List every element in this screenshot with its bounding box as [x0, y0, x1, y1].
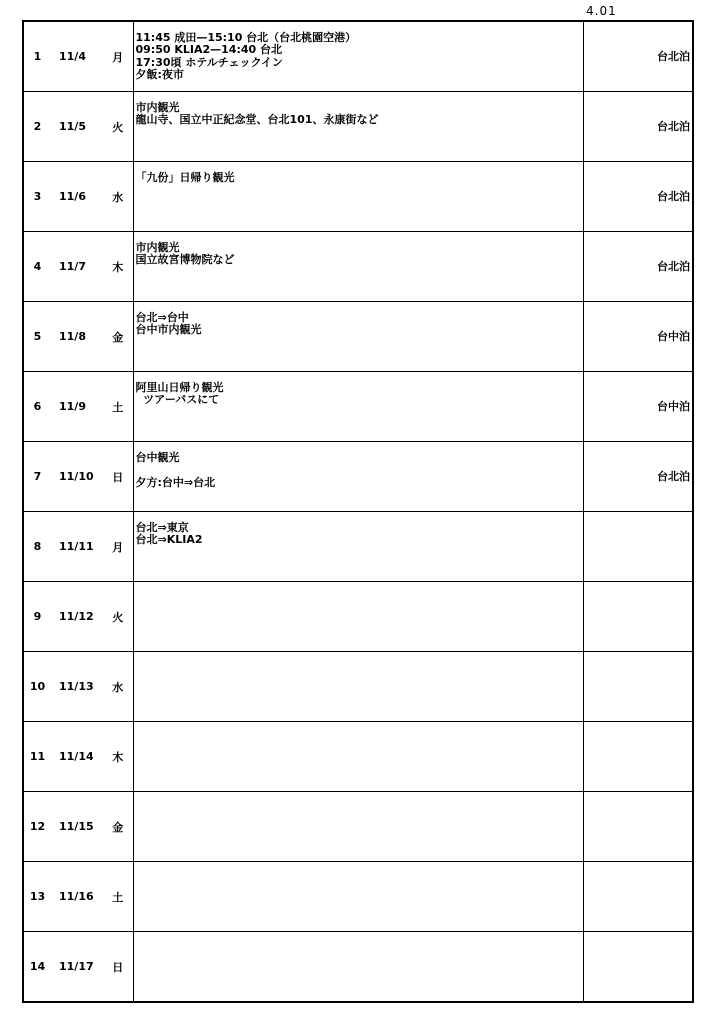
- table-row: [23, 302, 693, 372]
- day-date: 11/17: [51, 932, 103, 1003]
- activity-line: [136, 139, 581, 152]
- activity-line: [136, 674, 581, 687]
- activity-line: 11:45 成田—15:10 台北（台北桃園空港）: [135, 30, 357, 44]
- activity-line: [136, 884, 581, 897]
- itinerary-rows: [23, 21, 693, 1002]
- activity-line: 夕飯:夜市: [135, 68, 184, 81]
- activity-line: 市内観光: [135, 240, 180, 254]
- table-row: [23, 162, 693, 232]
- day-of-week: 金: [103, 792, 133, 862]
- activity-line: [136, 209, 581, 222]
- day-number: 6: [23, 372, 51, 442]
- activity-cell: [133, 302, 583, 372]
- stay-location: 台中泊: [583, 372, 693, 442]
- itinerary-table: [22, 20, 694, 1003]
- day-date: 11/15: [51, 792, 103, 862]
- activity-line: [136, 547, 581, 560]
- activity-line: [136, 757, 581, 770]
- day-date: 11/8: [51, 302, 103, 372]
- activity-line: [136, 559, 581, 572]
- activity-cell: [133, 932, 583, 1003]
- stay-location: [583, 512, 693, 582]
- day-number: 8: [23, 512, 51, 582]
- activity-line: 台中市内観光: [135, 323, 202, 336]
- activity-line: [136, 349, 581, 362]
- day-number: 11: [23, 722, 51, 792]
- day-number: 12: [23, 792, 51, 862]
- day-number: 3: [23, 162, 51, 232]
- day-of-week: 土: [103, 372, 133, 442]
- activity-line: [136, 337, 581, 350]
- activity-line: 台中観光: [135, 450, 180, 464]
- stay-location: 台北泊: [583, 442, 693, 512]
- activity-cell: [133, 92, 583, 162]
- activity-line: [136, 184, 581, 197]
- table-row: [23, 582, 693, 652]
- day-date: 11/14: [51, 722, 103, 792]
- stay-location: [583, 652, 693, 722]
- day-date: 11/10: [51, 442, 103, 512]
- day-of-week: 火: [103, 582, 133, 652]
- activity-cell: [133, 21, 583, 92]
- day-number: 10: [23, 652, 51, 722]
- activity-line: 台北⇒東京: [135, 520, 189, 534]
- activity-line: [136, 814, 581, 827]
- activity-line: [136, 629, 581, 642]
- stay-location: 台北泊: [583, 21, 693, 92]
- stay-location: [583, 722, 693, 792]
- day-number: 9: [23, 582, 51, 652]
- stay-location: 台北泊: [583, 92, 693, 162]
- activity-cell: [133, 372, 583, 442]
- day-of-week: 水: [103, 652, 133, 722]
- day-date: 11/5: [51, 92, 103, 162]
- activity-line: [136, 592, 581, 605]
- activity-line: [136, 267, 581, 280]
- activity-line: [136, 827, 581, 840]
- day-date: 11/9: [51, 372, 103, 442]
- activity-line: [136, 769, 581, 782]
- activity-line: [136, 604, 581, 617]
- activity-cell: [133, 722, 583, 792]
- day-of-week: 月: [103, 21, 133, 92]
- day-number: 1: [23, 21, 51, 92]
- activity-cell: [133, 442, 583, 512]
- day-number: 4: [23, 232, 51, 302]
- table-row: [23, 722, 693, 792]
- activity-line: [136, 419, 581, 432]
- activity-cell: [133, 652, 583, 722]
- version-number: 4.01: [586, 4, 617, 18]
- activity-line: [136, 979, 581, 992]
- day-number: 2: [23, 92, 51, 162]
- activity-line: 龍山寺、国立中正紀念堂、台北101、永康街など: [135, 113, 379, 126]
- table-row: [23, 512, 693, 582]
- day-of-week: 金: [103, 302, 133, 372]
- activity-line: [136, 407, 581, 420]
- stay-location: [583, 932, 693, 1003]
- day-number: 5: [23, 302, 51, 372]
- day-date: 11/12: [51, 582, 103, 652]
- activity-line: 17:30頃 ホテルチェックイン: [135, 55, 283, 69]
- activity-line: [136, 732, 581, 745]
- day-of-week: 日: [103, 932, 133, 1003]
- activity-line: [136, 897, 581, 910]
- activity-line: [136, 489, 581, 502]
- activity-line: [136, 967, 581, 980]
- table-row: [23, 652, 693, 722]
- stay-location: [583, 862, 693, 932]
- activity-cell: [133, 512, 583, 582]
- activity-cell: [133, 582, 583, 652]
- activity-line: 台北⇒KLIA2: [135, 533, 203, 546]
- day-number: 13: [23, 862, 51, 932]
- table-row: [23, 372, 693, 442]
- day-of-week: 木: [103, 722, 133, 792]
- activity-line: [136, 872, 581, 885]
- activity-line: [136, 279, 581, 292]
- activity-line: [136, 909, 581, 922]
- activity-line: [136, 699, 581, 712]
- day-date: 11/16: [51, 862, 103, 932]
- day-of-week: 水: [103, 162, 133, 232]
- table-row: [23, 232, 693, 302]
- activity-line: [136, 617, 581, 630]
- activity-line: 夕方:台中⇒台北: [135, 475, 216, 489]
- day-of-week: 火: [103, 92, 133, 162]
- activity-line: [136, 954, 581, 967]
- activity-line: 09:50 KLIA2—14:40 台北: [135, 43, 282, 56]
- activity-line: [136, 464, 581, 477]
- activity-line: 阿里山日帰り観光: [135, 380, 224, 394]
- activity-line: [136, 197, 581, 210]
- day-of-week: 月: [103, 512, 133, 582]
- activity-line: ツアーバスにて: [135, 393, 220, 406]
- activity-line: 「九份」日帰り観光: [135, 170, 235, 184]
- activity-line: 国立故宮博物院など: [135, 253, 235, 266]
- day-date: 11/7: [51, 232, 103, 302]
- activity-line: 台北⇒台中: [135, 310, 189, 324]
- activity-line: [136, 802, 581, 815]
- activity-line: 市内観光: [135, 100, 180, 114]
- activity-cell: [133, 232, 583, 302]
- day-date: 11/11: [51, 512, 103, 582]
- day-number: 14: [23, 932, 51, 1003]
- activity-cell: [133, 792, 583, 862]
- day-date: 11/4: [51, 21, 103, 92]
- stay-location: [583, 792, 693, 862]
- table-row: [23, 442, 693, 512]
- activity-cell: [133, 162, 583, 232]
- activity-line: [136, 127, 581, 140]
- day-of-week: 土: [103, 862, 133, 932]
- stay-location: [583, 582, 693, 652]
- activity-line: [136, 687, 581, 700]
- day-number: 7: [23, 442, 51, 512]
- day-of-week: 木: [103, 232, 133, 302]
- day-of-week: 日: [103, 442, 133, 512]
- day-date: 11/13: [51, 652, 103, 722]
- day-date: 11/6: [51, 162, 103, 232]
- activity-line: [136, 662, 581, 675]
- activity-line: [136, 744, 581, 757]
- stay-location: 台北泊: [583, 162, 693, 232]
- table-row: [23, 862, 693, 932]
- activity-cell: [133, 862, 583, 932]
- table-row: [23, 792, 693, 862]
- stay-location: 台北泊: [583, 232, 693, 302]
- table-row: [23, 21, 693, 92]
- activity-line: [136, 942, 581, 955]
- activity-line: [136, 839, 581, 852]
- table-row: [23, 932, 693, 1003]
- table-row: [23, 92, 693, 162]
- stay-location: 台中泊: [583, 302, 693, 372]
